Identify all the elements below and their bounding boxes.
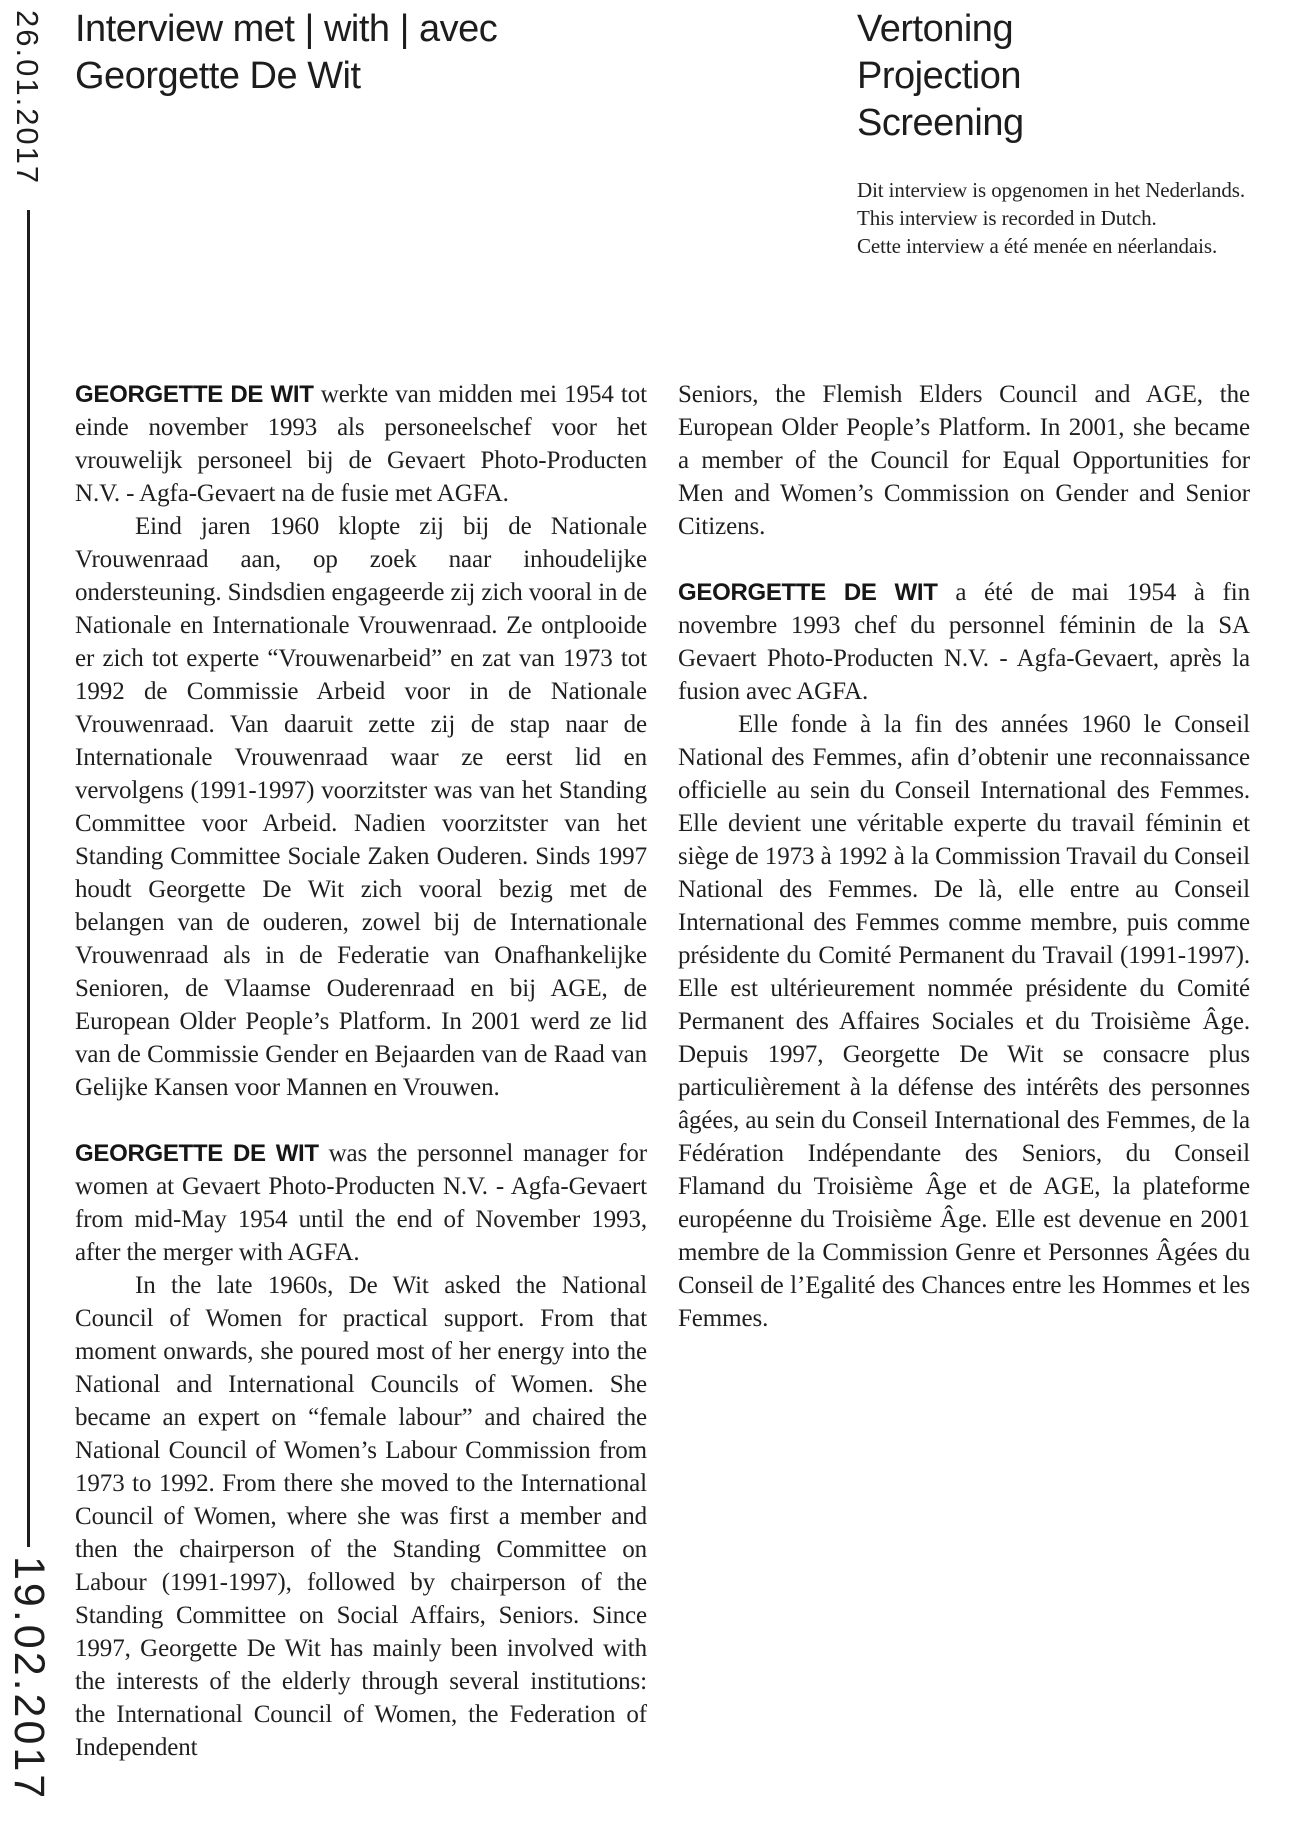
body-column [678,378,1250,1825]
start-date: 26.01.2017 [10,10,45,186]
page-title [75,6,497,100]
text-line: Vertoning [857,8,1014,50]
paragraph: Elle fonde à la fin des années 1960 le Conseil National des Femmes, afin d’obtenir une reconnaissance officielle au sein du Conseil International des Femmes. Elle devient une véritable experte du travail féminin et siège de 1973 à 1992 à la Commission Travail du Conseil National des Femmes. De là, elle entre au Conseil International des Femmes comme membre, puis comme présidente du Comité Permanent du Travail (1991-1997). Elle est ultérieurement nommée présidente du Comité Permanent des Affaires Sociales et du Troisième Âge. Depuis 1997, Georgette De Wit se consacre plus particulièrement à la défense des intérêts des personnes âgées, au sein du Conseil International des Femmes, de la Fédération Indépendante des Seniors, du Conseil Flamand du Troisième Âge et de AGE, la plateforme européenne du Troisième Âge. Elle est devenue en 2001 membre de la Commission Genre et Personnes Âgées du Conseil de l’Egalité des Chances entre les Hommes et les Femmes. [678,711,1250,1332]
text-line: Projection [857,55,1021,97]
language-block [75,378,647,1104]
person-name-lead-in: GEORGETTE DE WIT [75,381,314,408]
page-title-line1: Interview met | with | avec [75,8,498,50]
language-note [857,176,1245,260]
body-column [75,378,647,1825]
language-block [75,1137,647,1764]
paragraph: GEORGETTE DE WIT was the personnel manager for women at Gevaert Photo-Producten N.V. - Agfa-Gevaert from mid-May 1954 until the end of November 1993, after the merger with AGFA. [75,1140,647,1266]
paragraph: GEORGETTE DE WIT a été de mai 1954 à fin novembre 1993 chef du personnel féminin de la SA Gevaert Photo-Producten N.V. - Agfa-Gevaert, après la fusion avec AGFA. [678,579,1250,705]
paragraph: Seniors, the Flemish Elders Council and AGE, the European Older People’s Platform. In 2001, she became a member of the Council for Equal Opportunities for Men and Women’s Commission on Gender and Senior Citizens. [678,381,1250,540]
event-type [857,6,1024,147]
end-date: 19.02.2017 [5,1556,53,1802]
person-name-lead-in: GEORGETTE DE WIT [678,579,938,606]
paragraph: Eind jaren 1960 klopte zij bij de Nationale Vrouwenraad aan, op zoek naar inhoudelijke ondersteuning. Sindsdien engageerde zij zich vooral in de Nationale en Internationale Vrouwenraad. Ze ontplooide er zich tot experte “Vrouwenarbeid” en zat van 1973 tot 1992 de Commissie Arbeid voor in de Nationale Vrouwenraad. Van daaruit zette zij de stap naar de Internationale Vrouwenraad waar ze eerst lid en vervolgens (1991-1997) voorzitster was van het Standing Committee voor Arbeid. Nadien voorzitster van het Standing Committee Sociale Zaken Ouderen. Sinds 1997 houdt Georgette De Wit zich vooral bezig met de belangen van de ouderen, zowel bij de Internationale Vrouwenraad als in de Federatie van Onafhankelijke Senioren, de Vlaamse Ouderenraad en bij AGE, de European Older People’s Platform. In 2001 werd ze lid van de Commissie Gender en Bejaarden van de Raad van Gelijke Kansen voor Mannen en Vrouwen. [75,513,647,1101]
text-line: Cette interview a été menée en néerlandais. [857,234,1218,258]
vertical-rule [27,210,30,1547]
text-line: This interview is recorded in Dutch. [857,206,1157,230]
person-name-lead-in: GEORGETTE DE WIT [75,1140,319,1167]
language-block [678,576,1250,1335]
paragraph: GEORGETTE DE WIT werkte van midden mei 1954 tot einde november 1993 als personeelschef voor het vrouwelijk personeel bij de Gevaert Photo-Producten N.V. - Agfa-Gevaert na de fusie met AGFA. [75,381,647,507]
text-line: Screening [857,102,1024,144]
text-line: Dit interview is opgenomen in het Nederlands. [857,178,1245,202]
language-block [678,378,1250,543]
page-title-line2: Georgette De Wit [75,55,361,97]
paragraph: In the late 1960s, De Wit asked the National Council of Women for practical support. From that moment onwards, she poured most of her energy into the National and International Councils of Women. She became an expert on “female labour” and chaired the National Council of Women’s Labour Commission from 1973 to 1992. From there she moved to the International Council of Women, where she was first a member and then the chairperson of the Standing Committee on Labour (1991-1997), followed by chairperson of the Standing Committee on Social Affairs, Seniors. Since 1997, Georgette De Wit has mainly been involved with the interests of the elderly through several institutions: the International Council of Women, the Federation of Independent [75,1272,647,1761]
